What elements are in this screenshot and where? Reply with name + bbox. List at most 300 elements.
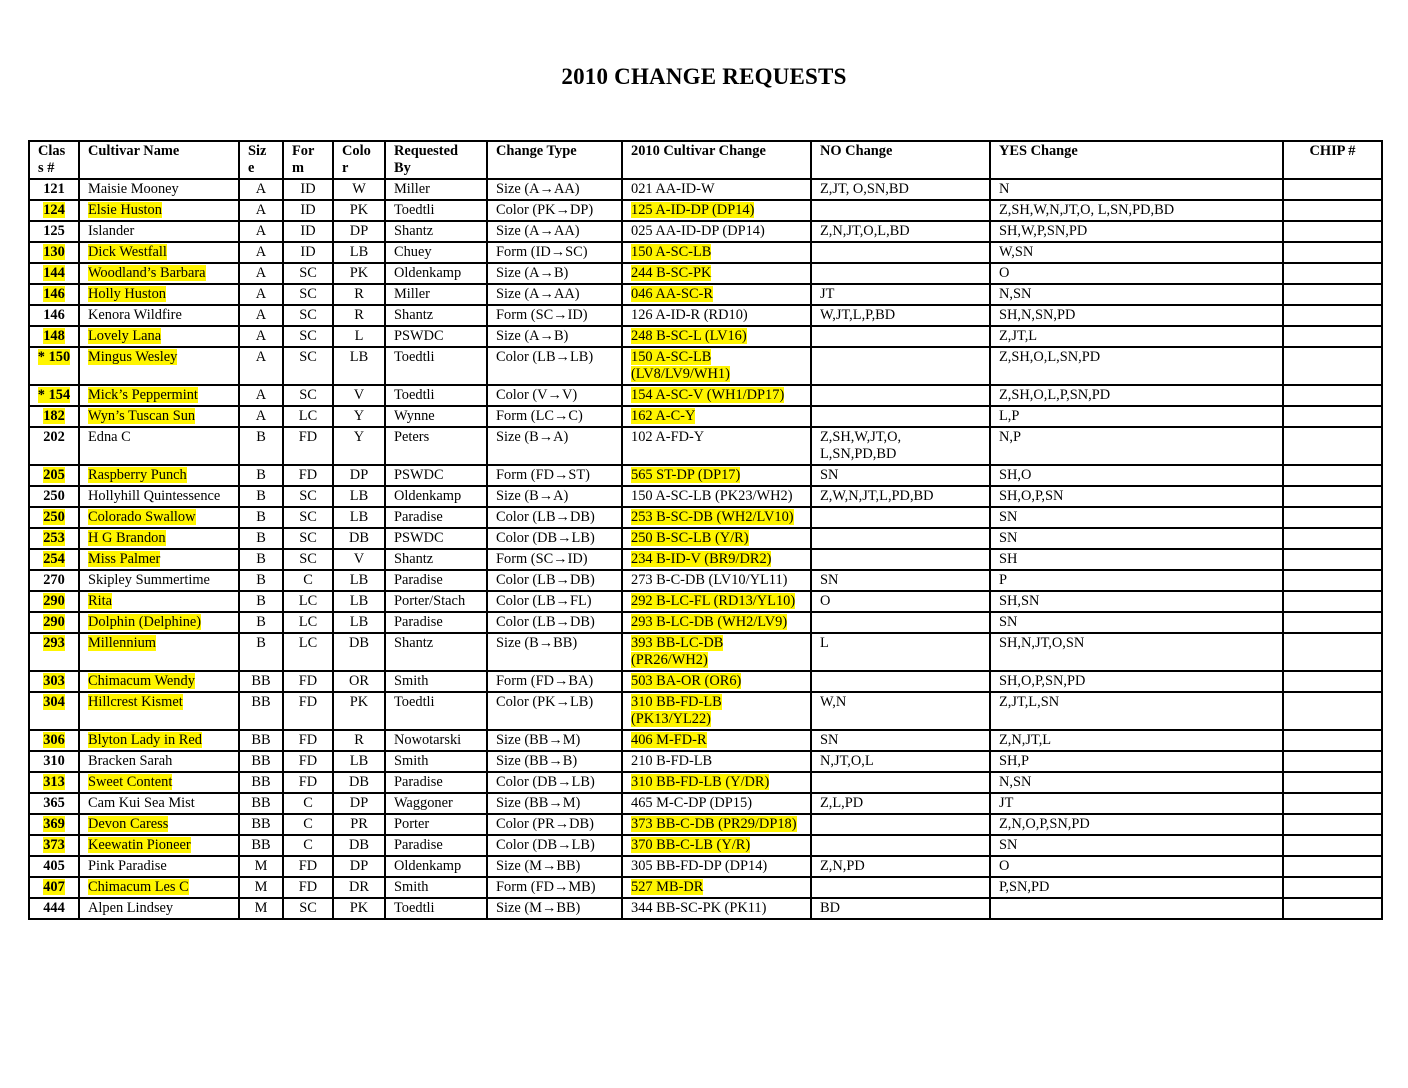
- cell-yes-change: [990, 835, 1283, 856]
- cell-color-text: LB: [349, 572, 369, 588]
- cell-size: [239, 772, 283, 793]
- cell-cultivar-change: [622, 284, 811, 305]
- table-row: [29, 242, 1382, 263]
- cell-change-type-text: Form (SC→ID): [496, 307, 588, 323]
- cell-color-text: R: [354, 732, 364, 748]
- cell-no-change: [811, 549, 990, 570]
- header-row: [29, 141, 1382, 179]
- cell-color-text: R: [354, 307, 364, 323]
- cell-change-type: [487, 179, 622, 200]
- cell-cultivar-change: [622, 465, 811, 486]
- cell-cultivar-change-text: 102 A-FD-Y: [631, 429, 705, 445]
- cell-size: [239, 814, 283, 835]
- cell-cultivar-name: [79, 242, 239, 263]
- cell-yes-change-text: SN: [999, 530, 1018, 546]
- cell-cultivar-change: [622, 898, 811, 919]
- cell-yes-change-text: L,P: [999, 408, 1020, 424]
- cell-size: [239, 242, 283, 263]
- table-row: [29, 427, 1382, 465]
- cell-class-text: 130: [43, 244, 65, 260]
- cell-color-text: Y: [353, 408, 365, 424]
- cell-cultivar-name: [79, 692, 239, 730]
- cell-class: [29, 633, 79, 671]
- table-row: [29, 221, 1382, 242]
- cell-size: [239, 692, 283, 730]
- cell-chip: [1283, 856, 1382, 877]
- cell-size: [239, 347, 283, 385]
- cell-cultivar-name-text: Hillcrest Kismet: [88, 694, 183, 710]
- cell-color: [333, 385, 385, 406]
- cell-class: [29, 305, 79, 326]
- cell-yes-change-text: Z,N,O,P,SN,PD: [999, 816, 1090, 832]
- header-cultivar-name: Cultivar Name: [79, 141, 239, 179]
- cell-class-text: 373: [43, 837, 65, 853]
- cell-color-text: R: [354, 286, 364, 302]
- cell-cultivar-change-text: 393 BB-LC-DB (PR26/WH2): [631, 635, 724, 668]
- cell-cultivar-name: [79, 347, 239, 385]
- cell-yes-change: [990, 814, 1283, 835]
- cell-cultivar-change-text: 373 BB-C-DB (PR29/DP18): [631, 816, 797, 832]
- cell-change-type-text: Color (LB→DB): [496, 509, 595, 525]
- cell-cultivar-name: [79, 528, 239, 549]
- cell-no-change-text: O: [820, 593, 831, 609]
- table-row: [29, 692, 1382, 730]
- cell-color: [333, 486, 385, 507]
- cell-cultivar-change: [622, 305, 811, 326]
- cell-color: [333, 856, 385, 877]
- cell-cultivar-name-text: Mick’s Peppermint: [88, 387, 198, 403]
- cell-change-type-text: Color (DB→LB): [496, 837, 595, 853]
- cell-cultivar-name-text: Colorado Swallow: [88, 509, 196, 525]
- cell-size-text: B: [256, 530, 266, 546]
- cell-cultivar-change-text: 248 B-SC-L (LV16): [631, 328, 747, 344]
- cell-cultivar-change-text: 310 BB-FD-LB (PK13/YL22): [631, 694, 722, 727]
- cell-change-type: [487, 692, 622, 730]
- cell-size-text: B: [256, 635, 266, 651]
- cell-size: [239, 406, 283, 427]
- cell-no-change-text: Z,SH,W,JT,O, L,SN,PD,BD: [820, 429, 902, 462]
- cell-class: [29, 507, 79, 528]
- cell-yes-change: [990, 793, 1283, 814]
- cell-class-text: 293: [43, 635, 65, 651]
- cell-cultivar-change-text: 210 B-FD-LB: [631, 753, 713, 769]
- cell-change-type: [487, 507, 622, 528]
- cell-no-change: [811, 465, 990, 486]
- cell-cultivar-name-text: Sweet Content: [88, 774, 173, 790]
- cell-color: [333, 814, 385, 835]
- cell-size: [239, 633, 283, 671]
- cell-class: [29, 814, 79, 835]
- cell-change-type: [487, 465, 622, 486]
- cell-cultivar-name-text: Cam Kui Sea Mist: [88, 795, 195, 811]
- cell-cultivar-name-text: Chimacum Les C: [88, 879, 189, 895]
- cell-change-type: [487, 284, 622, 305]
- cell-cultivar-change-text: 527 MB-DR: [631, 879, 704, 895]
- cell-change-type: [487, 486, 622, 507]
- cell-size-text: B: [256, 488, 266, 504]
- cell-class-text: 182: [43, 408, 65, 424]
- table-row: [29, 549, 1382, 570]
- cell-cultivar-name: [79, 549, 239, 570]
- cell-color-text: V: [353, 387, 365, 403]
- cell-no-change: [811, 772, 990, 793]
- header-class: Clas s #: [29, 141, 79, 179]
- cell-class: [29, 200, 79, 221]
- cell-cultivar-change-text: 565 ST-DP (DP17): [631, 467, 741, 483]
- table-row: [29, 633, 1382, 671]
- cell-cultivar-change: [622, 591, 811, 612]
- cell-yes-change: [990, 633, 1283, 671]
- cell-cultivar-name: [79, 284, 239, 305]
- cell-form: [283, 528, 333, 549]
- cell-requested-by: [385, 671, 487, 692]
- cell-form: [283, 326, 333, 347]
- cell-change-type: [487, 856, 622, 877]
- cell-yes-change: [990, 730, 1283, 751]
- cell-class-text: 121: [43, 181, 65, 197]
- cell-no-change-text: Z,N,JT,O,L,BD: [820, 223, 910, 239]
- cell-size: [239, 898, 283, 919]
- cell-size-text: B: [256, 467, 266, 483]
- cell-color-text: DP: [349, 467, 369, 483]
- cell-cultivar-name-text: Blyton Lady in Red: [88, 732, 202, 748]
- cell-class-text: 290: [43, 614, 65, 630]
- cell-requested-by-text: Toedtli: [394, 202, 435, 218]
- cell-chip: [1283, 221, 1382, 242]
- cell-size: [239, 284, 283, 305]
- cell-cultivar-change: [622, 570, 811, 591]
- cell-requested-by: [385, 221, 487, 242]
- cell-cultivar-name-text: Miss Palmer: [88, 551, 161, 567]
- cell-form-text: LC: [298, 614, 318, 630]
- cell-change-type: [487, 528, 622, 549]
- cell-cultivar-name-text: Chimacum Wendy: [88, 673, 195, 689]
- table-row: [29, 671, 1382, 692]
- cell-form-text: ID: [300, 202, 316, 218]
- cell-yes-change-text: P,SN,PD: [999, 879, 1050, 895]
- header-size: Siz e: [239, 141, 283, 179]
- cell-color: [333, 633, 385, 671]
- cell-color-text: DB: [349, 635, 369, 651]
- cell-form-text: FD: [298, 858, 318, 874]
- cell-chip: [1283, 835, 1382, 856]
- cell-form-text: SC: [299, 349, 317, 365]
- cell-class-text: 250: [43, 509, 65, 525]
- cell-color: [333, 507, 385, 528]
- cell-color: [333, 221, 385, 242]
- cell-form-text: ID: [300, 181, 316, 197]
- cell-class: [29, 692, 79, 730]
- cell-form: [283, 671, 333, 692]
- cell-yes-change: [990, 200, 1283, 221]
- cell-chip: [1283, 406, 1382, 427]
- cell-color: [333, 326, 385, 347]
- cell-change-type-text: Color (LB→LB): [496, 349, 594, 365]
- cell-size: [239, 507, 283, 528]
- cell-size: [239, 486, 283, 507]
- cell-chip: [1283, 612, 1382, 633]
- cell-size-text: BB: [251, 673, 271, 689]
- cell-yes-change-text: N: [999, 181, 1010, 197]
- cell-color: [333, 263, 385, 284]
- table-row: [29, 263, 1382, 284]
- cell-size-text: A: [255, 202, 267, 218]
- cell-requested-by-text: Toedtli: [394, 349, 435, 365]
- cell-cultivar-name-text: Raspberry Punch: [88, 467, 187, 483]
- cell-size-text: BB: [251, 795, 271, 811]
- cell-chip: [1283, 730, 1382, 751]
- cell-change-type: [487, 242, 622, 263]
- cell-cultivar-change-text: 244 B-SC-PK: [631, 265, 712, 281]
- cell-size-text: BB: [251, 816, 271, 832]
- cell-cultivar-change: [622, 347, 811, 385]
- cell-yes-change: [990, 385, 1283, 406]
- cell-class-text: 250: [43, 488, 65, 504]
- cell-class-text: 253: [43, 530, 65, 546]
- cell-cultivar-change: [622, 814, 811, 835]
- cell-requested-by: [385, 612, 487, 633]
- cell-color-text: LB: [349, 488, 369, 504]
- cell-form: [283, 730, 333, 751]
- cell-change-type: [487, 898, 622, 919]
- table-row: [29, 793, 1382, 814]
- cell-class-text: 270: [43, 572, 65, 588]
- cell-no-change-text: SN: [820, 732, 839, 748]
- cell-size: [239, 385, 283, 406]
- cell-chip: [1283, 570, 1382, 591]
- cell-form-text: LC: [298, 635, 318, 651]
- cell-yes-change-text: SH,O,P,SN,PD: [999, 673, 1086, 689]
- table-row: [29, 570, 1382, 591]
- cell-no-change-text: Z,W,N,JT,L,PD,BD: [820, 488, 934, 504]
- cell-chip: [1283, 549, 1382, 570]
- cell-change-type: [487, 200, 622, 221]
- cell-cultivar-name-text: Skipley Summertime: [88, 572, 210, 588]
- cell-yes-change-text: SH,W,P,SN,PD: [999, 223, 1088, 239]
- cell-size: [239, 465, 283, 486]
- cell-cultivar-change: [622, 326, 811, 347]
- cell-requested-by-text: Toedtli: [394, 387, 435, 403]
- cell-size: [239, 793, 283, 814]
- cell-no-change: [811, 385, 990, 406]
- table-row: [29, 591, 1382, 612]
- cell-cultivar-change-text: 234 B-ID-V (BR9/DR2): [631, 551, 772, 567]
- cell-form: [283, 591, 333, 612]
- cell-class-text: 148: [43, 328, 65, 344]
- cell-cultivar-name-text: Alpen Lindsey: [88, 900, 174, 916]
- cell-class-text: 303: [43, 673, 65, 689]
- cell-form-text: SC: [299, 488, 317, 504]
- cell-class: [29, 671, 79, 692]
- cell-no-change: [811, 347, 990, 385]
- cell-size: [239, 877, 283, 898]
- cell-requested-by-text: Paradise: [394, 614, 443, 630]
- cell-size-text: A: [255, 244, 267, 260]
- cell-class-text: 146: [43, 307, 65, 323]
- cell-cultivar-name-text: Wyn’s Tuscan Sun: [88, 408, 196, 424]
- cell-cultivar-name: [79, 814, 239, 835]
- cell-color: [333, 200, 385, 221]
- cell-color-text: DB: [349, 837, 369, 853]
- cell-yes-change-text: SH,P: [999, 753, 1029, 769]
- cell-form-text: FD: [298, 694, 318, 710]
- cell-cultivar-name-text: Keewatin Pioneer: [88, 837, 191, 853]
- cell-class-text: 290: [43, 593, 65, 609]
- cell-cultivar-name: [79, 793, 239, 814]
- cell-no-change: [811, 305, 990, 326]
- cell-change-type-text: Color (LB→DB): [496, 572, 595, 588]
- cell-size-text: B: [256, 593, 266, 609]
- cell-class: [29, 591, 79, 612]
- cell-yes-change: [990, 284, 1283, 305]
- cell-requested-by: [385, 465, 487, 486]
- header-form: For m: [283, 141, 333, 179]
- cell-no-change: [811, 591, 990, 612]
- cell-yes-change-text: O: [999, 858, 1010, 874]
- cell-form-text: FD: [298, 673, 318, 689]
- cell-yes-change: [990, 898, 1283, 919]
- table-row: [29, 772, 1382, 793]
- cell-color: [333, 427, 385, 465]
- cell-cultivar-name-text: Hollyhill Quintessence: [88, 488, 221, 504]
- cell-form: [283, 465, 333, 486]
- cell-yes-change: [990, 465, 1283, 486]
- cell-cultivar-name: [79, 570, 239, 591]
- cell-change-type-text: Color (LB→FL): [496, 593, 592, 609]
- cell-class: [29, 528, 79, 549]
- cell-requested-by: [385, 284, 487, 305]
- cell-cultivar-change-text: 154 A-SC-V (WH1/DP17): [631, 387, 785, 403]
- cell-chip: [1283, 898, 1382, 919]
- cell-cultivar-change: [622, 633, 811, 671]
- cell-requested-by: [385, 486, 487, 507]
- cell-chip: [1283, 692, 1382, 730]
- cell-color: [333, 465, 385, 486]
- cell-class: [29, 730, 79, 751]
- cell-yes-change: [990, 406, 1283, 427]
- cell-form: [283, 486, 333, 507]
- cell-yes-change: [990, 612, 1283, 633]
- cell-class-text: * 154: [37, 387, 71, 403]
- cell-chip: [1283, 465, 1382, 486]
- cell-size-text: A: [255, 408, 267, 424]
- cell-change-type-text: Color (DB→LB): [496, 774, 595, 790]
- cell-cultivar-change-text: 305 BB-FD-DP (DP14): [631, 858, 768, 874]
- cell-cultivar-change: [622, 730, 811, 751]
- cell-cultivar-change: [622, 692, 811, 730]
- cell-cultivar-name-text: Millennium: [88, 635, 156, 651]
- table-row: [29, 347, 1382, 385]
- cell-no-change: [811, 877, 990, 898]
- cell-cultivar-change: [622, 406, 811, 427]
- cell-size-text: B: [256, 572, 266, 588]
- cell-form-text: SC: [299, 509, 317, 525]
- cell-change-type: [487, 549, 622, 570]
- cell-size: [239, 730, 283, 751]
- cell-chip: [1283, 284, 1382, 305]
- cell-color-text: DP: [349, 795, 369, 811]
- cell-yes-change: [990, 427, 1283, 465]
- cell-yes-change: [990, 326, 1283, 347]
- cell-yes-change: [990, 856, 1283, 877]
- cell-cultivar-change: [622, 772, 811, 793]
- cell-no-change: [811, 406, 990, 427]
- cell-size: [239, 835, 283, 856]
- cell-cultivar-name: [79, 486, 239, 507]
- cell-yes-change: [990, 751, 1283, 772]
- cell-change-type-text: Color (LB→DB): [496, 614, 595, 630]
- cell-chip: [1283, 772, 1382, 793]
- cell-class-text: 202: [43, 429, 65, 445]
- cell-form: [283, 772, 333, 793]
- cell-cultivar-change: [622, 263, 811, 284]
- cell-requested-by-text: Oldenkamp: [394, 488, 462, 504]
- cell-requested-by-text: Shantz: [394, 223, 434, 239]
- cell-requested-by: [385, 305, 487, 326]
- cell-class: [29, 427, 79, 465]
- cell-class: [29, 549, 79, 570]
- cell-chip: [1283, 633, 1382, 671]
- cell-requested-by-text: Smith: [394, 673, 429, 689]
- cell-form: [283, 877, 333, 898]
- cell-class: [29, 406, 79, 427]
- cell-change-type-text: Color (PK→DP): [496, 202, 594, 218]
- cell-no-change-text: Z,JT, O,SN,BD: [820, 181, 909, 197]
- cell-form-text: FD: [298, 732, 318, 748]
- cell-requested-by: [385, 427, 487, 465]
- cell-change-type: [487, 305, 622, 326]
- cell-form: [283, 692, 333, 730]
- cell-color-text: PR: [350, 816, 368, 832]
- cell-cultivar-change: [622, 671, 811, 692]
- cell-size-text: BB: [251, 774, 271, 790]
- cell-cultivar-name: [79, 179, 239, 200]
- cell-cultivar-change-text: 025 AA-ID-DP (DP14): [631, 223, 765, 239]
- cell-class: [29, 284, 79, 305]
- cell-no-change: [811, 751, 990, 772]
- cell-size: [239, 427, 283, 465]
- cell-change-type: [487, 814, 622, 835]
- cell-class-text: 407: [43, 879, 65, 895]
- cell-requested-by: [385, 751, 487, 772]
- cell-change-type-text: Color (PK→LB): [496, 694, 594, 710]
- cell-change-type-text: Form (ID→SC): [496, 244, 588, 260]
- cell-no-change-text: SN: [820, 467, 839, 483]
- cell-requested-by-text: Shantz: [394, 635, 434, 651]
- cell-color: [333, 528, 385, 549]
- header-cultivar-change: 2010 Cultivar Change: [622, 141, 811, 179]
- cell-cultivar-name: [79, 671, 239, 692]
- cell-yes-change-text: SH,O,P,SN: [999, 488, 1064, 504]
- cell-cultivar-name: [79, 751, 239, 772]
- cell-yes-change: [990, 528, 1283, 549]
- cell-change-type-text: Size (A→B): [496, 328, 569, 344]
- cell-requested-by-text: Nowotarski: [394, 732, 462, 748]
- cell-cultivar-name: [79, 263, 239, 284]
- cell-form-text: LC: [298, 593, 318, 609]
- cell-change-type: [487, 427, 622, 465]
- cell-yes-change-text: SN: [999, 509, 1018, 525]
- cell-chip: [1283, 486, 1382, 507]
- cell-no-change-text: JT: [820, 286, 835, 302]
- cell-requested-by-text: Shantz: [394, 307, 434, 323]
- header-requested-by: Requested By: [385, 141, 487, 179]
- cell-class: [29, 465, 79, 486]
- cell-color: [333, 612, 385, 633]
- cell-form: [283, 305, 333, 326]
- cell-color: [333, 877, 385, 898]
- cell-form-text: SC: [299, 530, 317, 546]
